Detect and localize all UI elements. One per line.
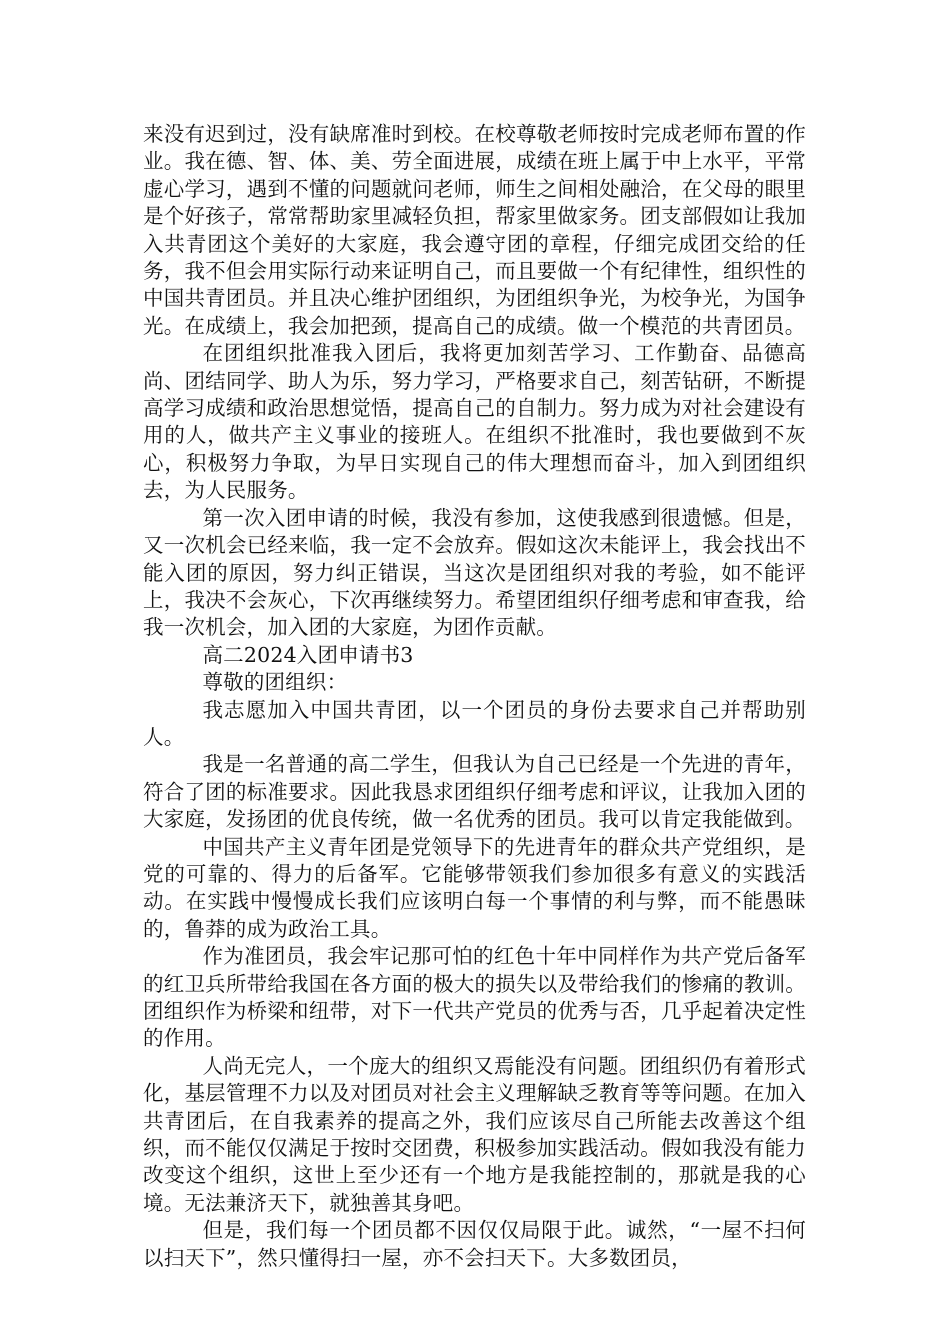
paragraph-first-application: 第一次入团申请的时候，我没有参加，这使我感到很遗憾。但是，又一次机会已经来临，我一定不会放弃。假如这次未能评上，我会找出不能入团的原因，努力纠正错误，当这次是团组织对我的考验，如不能评上，我决不会灰心，下次再继续努力。希望团组织仔细考虑和审查我，给我一次机会，加入团的大家庭，为团作贡献。: [143, 505, 806, 640]
paragraph-responsibility: 但是，我们每一个团员都不因仅仅局限于此。诚然，“一屋不扫何以扫天下”，然只懂得扫一屋，亦不会扫天下。大多数团员，: [143, 1218, 806, 1270]
paragraph-self-introduction: 我是一名普通的高二学生，但我认为自己已经是一个先进的青年，符合了团的标准要求。因此我恳求团组织仔细考虑和评议，让我加入团的大家庭，发扬团的优良传统，做一名优秀的团员。我可以肯定我能做到。: [143, 752, 806, 832]
paragraph-continuation: 来没有迟到过，没有缺席准时到校。在校尊敬老师按时完成老师布置的作业。我在德、智、体、美、劳全面进展，成绩在班上属于中上水平，平常虚心学习，遇到不懂的问题就问老师，师生之间相处融洽，在父母的眼里是个好孩子，常常帮助家里减轻负担，帮家里做家务。团支部假如让我加入共青团这个美好的大家庭，我会遵守团的章程，仔细完成团交给的任务，我不但会用实际行动来证明自己，而且要做一个有纪律性，组织性的中国共青团员。并且决心维护团组织，为团组织争光，为校争光，为国争光。在成绩上，我会加把颈，提高自己的成绩。做一个模范的共青团员。: [143, 122, 806, 338]
salutation: 尊敬的团组织：: [202, 670, 348, 695]
paragraph-organization-problems: 人尚无完人，一个庞大的组织又焉能没有问题。团组织仍有着形式化，基层管理不力以及对团员对社会主义理解缺乏教育等等问题。在加入共青团后，在自我素养的提高之外，我们应该尽自己所能去改善这个组织，而不能仅仅满足于按时交团费，积极参加实践活动。假如我没有能力改变这个组织，这世上至少还有一个地方是我能控制的，那就是我的心境。无法兼济天下，就独善其身吧。: [143, 1053, 806, 1215]
section-heading: 高二2024入团申请书3: [202, 642, 414, 667]
paragraph-after-approval: 在团组织批准我入团后，我将更加刻苦学习、工作勤奋、品德高尚、团结同学、助人为乐，努力学习，严格要求自己，刻苦钻研，不断提高学习成绩和政治思想觉悟，提高自己的自制力。努力成为对社会建设有用的人，做共产主义事业的接班人。在组织不批准时，我也要做到不灰心，积极努力争取，为早日实现自己的伟大理想而奋斗，加入到团组织去，为人民服务。: [143, 341, 806, 503]
paragraph-wish-to-join: 我志愿加入中国共青团，以一个团员的身份去要求自己并帮助别人。: [143, 697, 806, 749]
paragraph-history-lesson: 作为准团员，我会牢记那可怕的红色十年中同样作为共产党后备军的红卫兵所带给我国在各方面的极大的损失以及带给我们的惨痛的教训。团组织作为桥梁和纽带，对下一代共产党员的优秀与否，几乎起着决定性的作用。: [143, 944, 806, 1051]
paragraph-league-description: 中国共产主义青年团是党领导下的先进青年的群众共产党组织，是党的可靠的、得力的后备军。它能够带领我们参加很多有意义的实践活动。在实践中慢慢成长我们应该明白每一个事情的利与弊，而不能愚昧的，鲁莽的成为政治工具。: [143, 834, 806, 941]
document-page: [143, 121, 806, 1272]
